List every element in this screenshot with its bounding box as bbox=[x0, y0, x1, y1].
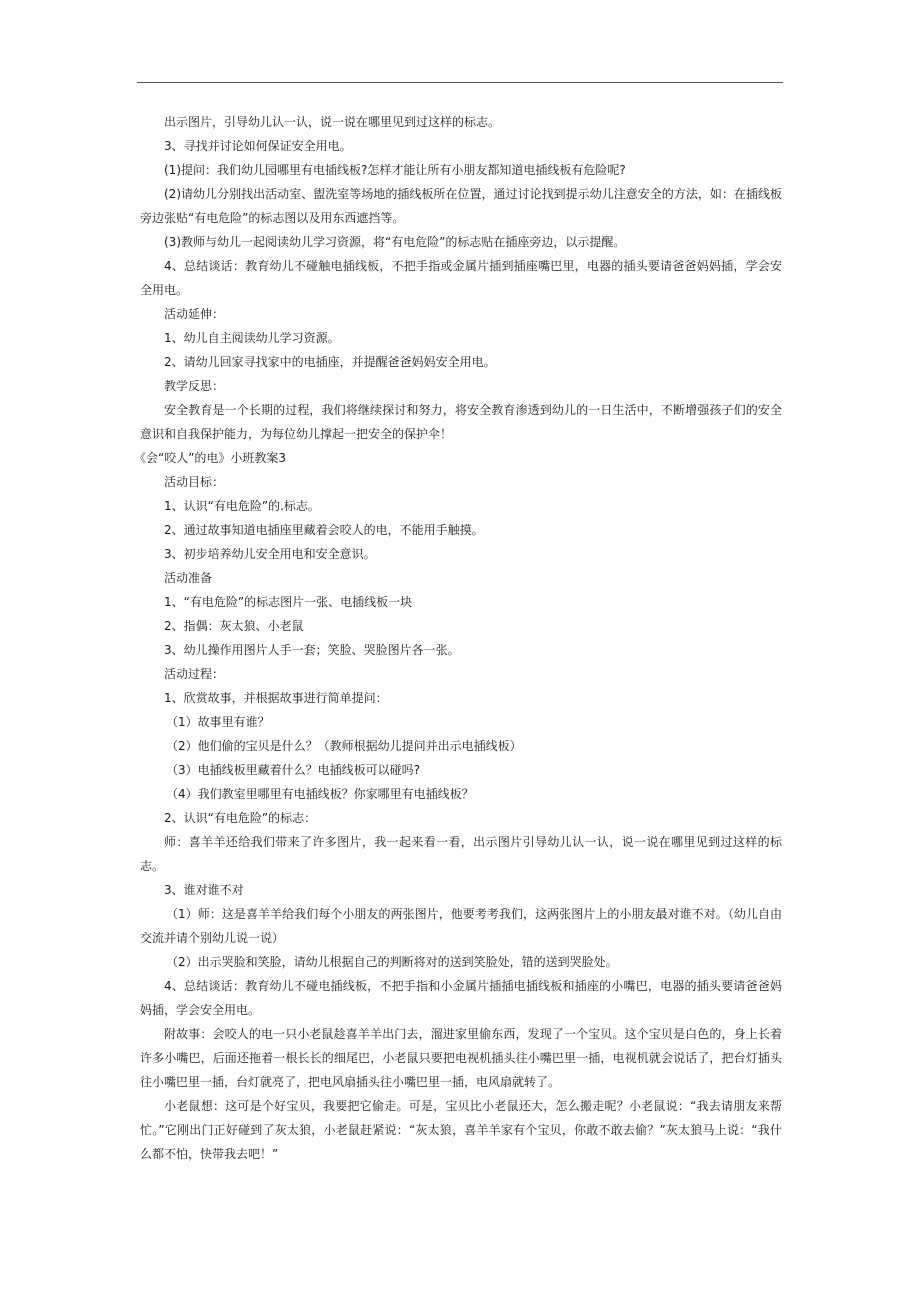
paragraph: 3、寻找并讨论如何保证安全用电。 bbox=[164, 139, 352, 153]
paragraph: 安全教育是一个长期的过程，我们将继续探讨和努力，将安全教育渗透到幼儿的一日生活中，不断增强孩子们的安全意识和自我保护能力，为每位幼儿撑起一把安全的保护伞！ bbox=[140, 403, 782, 441]
paragraph: 1、“有电危险”的标志图片一张、电插线板一块 bbox=[164, 595, 413, 609]
section-heading: 活动目标： bbox=[164, 475, 225, 489]
paragraph: 1、欣赏故事，并根据故事进行简单提问： bbox=[164, 691, 388, 705]
document-body bbox=[134, 110, 782, 1166]
paragraph: 出示图片，引导幼儿认一认，说一说在哪里见到过这样的标志。 bbox=[164, 115, 501, 129]
question-item: （2）他们偷的宝贝是什么？（教师根据幼儿提问并出示电插线板） bbox=[166, 739, 522, 753]
question-item: （2）出示哭脸和笑脸，请幼儿根据自己的判断将对的送到笑脸处，错的送到哭脸处。 bbox=[166, 955, 618, 969]
question-item: （1）故事里有谁？ bbox=[166, 715, 270, 729]
section-heading: 活动准备 bbox=[164, 571, 213, 585]
paragraph: 师：喜羊羊还给我们带来了许多图片，我一起来看一看，出示图片引导幼儿认一认，说一说在哪里见到过这样的标志。 bbox=[140, 835, 782, 873]
paragraph: (3)教师与幼儿一起阅读幼儿学习资源，将“有电危险”的标志贴在插座旁边，以示提醒。 bbox=[164, 235, 626, 249]
lesson-title: 《会“咬人”的电》小班教案3 bbox=[134, 451, 287, 465]
paragraph: 3、初步培养幼儿安全用电和安全意识。 bbox=[164, 547, 376, 561]
story-paragraph: 小老鼠想：这可是个好宝贝，我要把它偷走。可是，宝贝比小老鼠还大，怎么搬走呢？小老鼠说：“我去请朋友来帮忙。”它刚出门正好碰到了灰太狼，小老鼠赶紧说：“灰太狼，喜羊羊家有个宝贝，你敢不敢去偷？”灰太狼马上说：“我什么都不怕，快带我去吧！” bbox=[140, 1099, 782, 1161]
paragraph: 4、总结谈话：教育幼儿不碰电插线板，不把手指和小金属片插插电插线板和插座的小嘴巴，电器的插头要请爸爸妈妈插，学会安全用电。 bbox=[140, 979, 782, 1017]
story-paragraph: 附故事：会咬人的电一只小老鼠趁喜羊羊出门去，溜进家里偷东西，发现了一个宝贝。这个宝贝是白色的，身上长着许多小嘴巴，后面还拖着一根长长的细尾巴，小老鼠只要把电视机插头往小嘴巴里一插，电视机就会说话了，把台灯插头往小嘴巴里一插，台灯就亮了，把电风扇插头往小嘴巴里一插，电风扇就转了。 bbox=[140, 1027, 782, 1089]
section-heading: 教学反思： bbox=[164, 379, 225, 393]
question-item: （4）我们教室里哪里有电插线板？你家哪里有电插线板？ bbox=[166, 787, 474, 801]
paragraph: 2、认识“有电危险”的标志： bbox=[164, 811, 317, 825]
paragraph: 2、通过故事知道电插座里藏着会咬人的电，不能用手触摸。 bbox=[164, 523, 484, 537]
paragraph: 4、总结谈话：教育幼儿不碰触电插线板，不把手指或金属片插到插座嘴巴里，电器的插头要请爸爸妈妈插，学会安全用电。 bbox=[140, 259, 782, 297]
question-item: （1）师：这是喜羊羊给我们每个小朋友的两张图片，他要考考我们，这两张图片上的小朋友最对谁不对。（幼儿自由交流并请个别幼儿说一说） bbox=[140, 907, 782, 945]
paragraph: 2、指偶：灰太狼、小老鼠 bbox=[164, 619, 304, 633]
paragraph: (1)提问：我们幼儿园哪里有电插线板?怎样才能让所有小朋友都知道电插线板有危险呢? bbox=[164, 163, 626, 177]
section-heading: 活动过程： bbox=[164, 667, 225, 681]
question-item: （3）电插线板里藏着什么？电插线板可以碰吗? bbox=[166, 763, 421, 777]
section-heading: 活动延伸： bbox=[164, 307, 225, 321]
paragraph: 3、幼儿操作用图片人手一套；笑脸、哭脸图片各一张。 bbox=[164, 643, 460, 657]
paragraph: 2、请幼儿回家寻找家中的电插座，并提醒爸爸妈妈安全用电。 bbox=[164, 355, 496, 369]
paragraph: 1、认识“有电危险”的.标志。 bbox=[164, 499, 320, 513]
paragraph: (2)请幼儿分别找出活动室、盥洗室等场地的插线板所在位置，通过讨论找到提示幼儿注意安全的方法，如：在插线板旁边张贴“有电危险”的标志图以及用东西遮挡等。 bbox=[140, 187, 782, 225]
header-rule bbox=[137, 82, 783, 83]
paragraph: 1、幼儿自主阅读幼儿学习资源。 bbox=[164, 331, 340, 345]
paragraph: 3、谁对谁不对 bbox=[164, 883, 244, 897]
